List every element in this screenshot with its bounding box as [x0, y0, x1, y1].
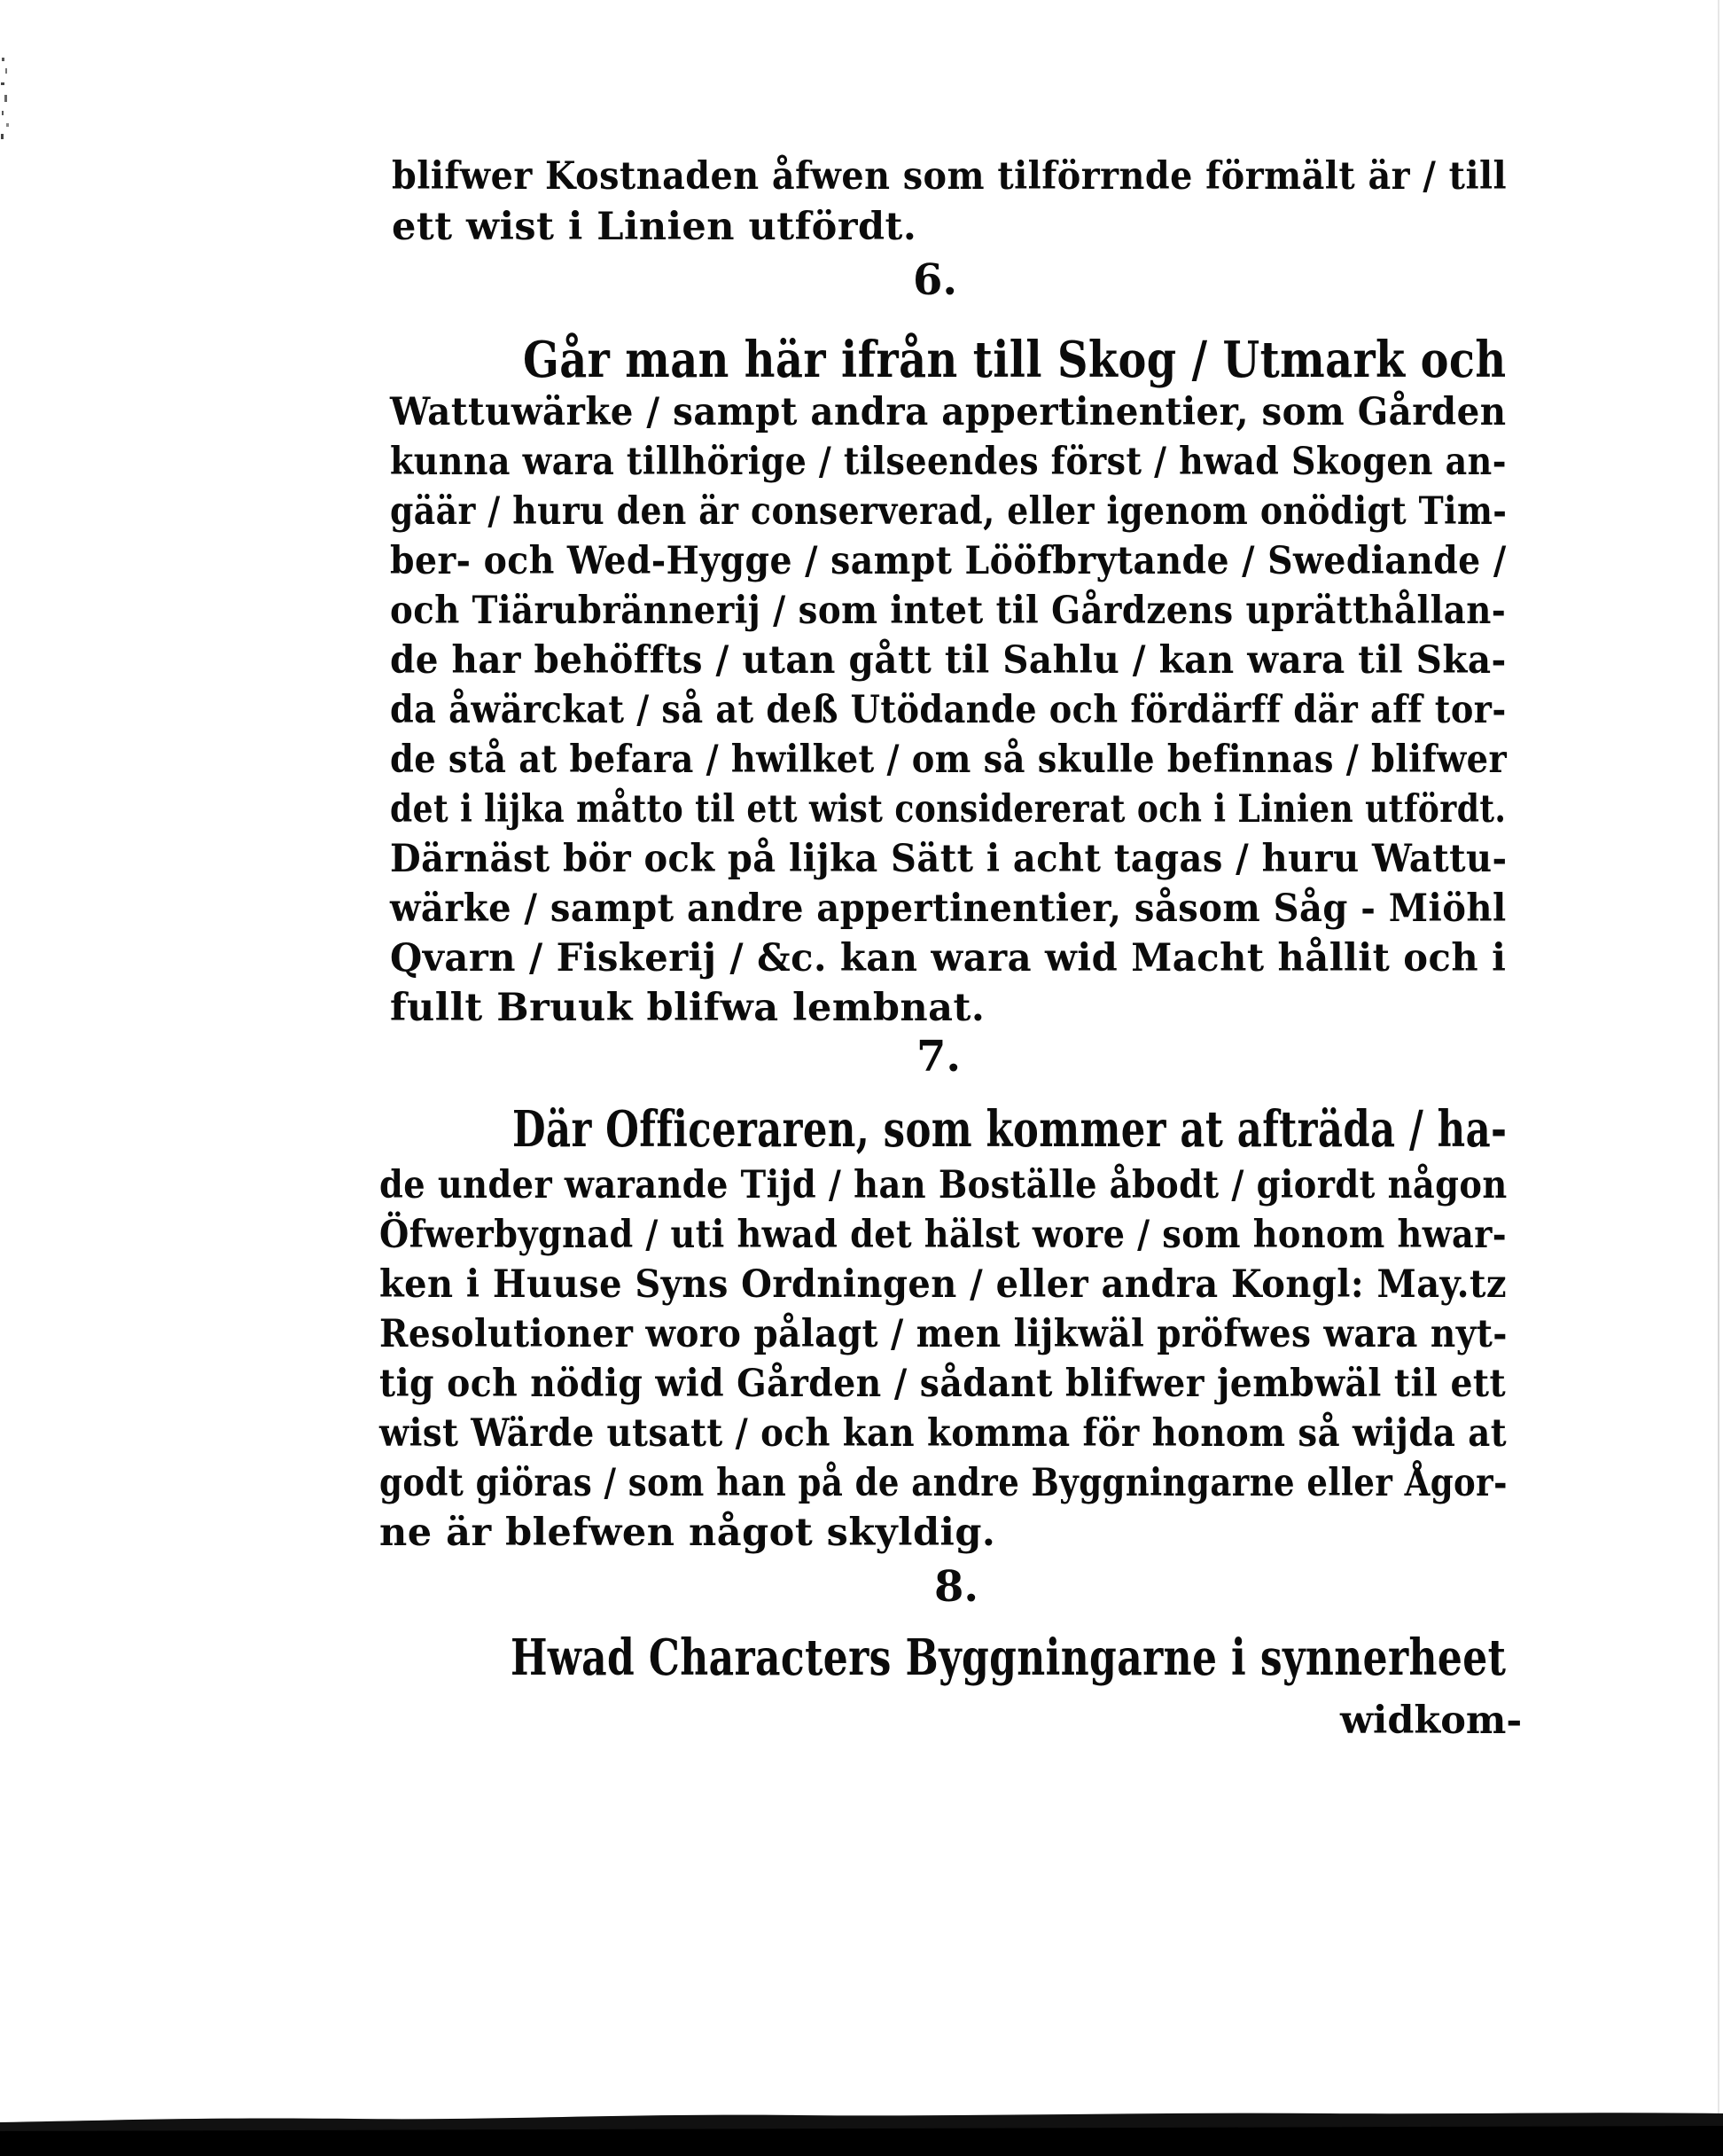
section-line: ber- och Wed-Hygge / sampt Lööfbrytande / Swediande / — [390, 539, 1507, 583]
section-line: Wattuwärke / sampt andra appertinentier, som Gården — [390, 390, 1507, 434]
section-line: Där Officeraren, som kommer at afträda / ha- — [512, 1100, 1508, 1159]
section-number: 7. — [916, 1032, 962, 1082]
page-right-edge — [1718, 0, 1719, 2156]
section-line: Öfwerbygnad / uti hwad det hälst wore / som honom hwar- — [379, 1213, 1508, 1257]
section-line: det i lijka måtto til ett wist considererat och i Linien utfördt. — [390, 787, 1507, 832]
section-line: fullt Bruuk blifwa lembnat. — [390, 986, 986, 1030]
section-line: ne är blefwen något skyldig. — [379, 1511, 996, 1555]
section-line: de under warande Tijd / han Boställe åbodt / giordt någon — [379, 1163, 1508, 1207]
section-line: wärke / sampt andre appertinentier, såsom Såg - Miöhl — [390, 887, 1507, 931]
section-line: da åwärckat / så at deß Utödande och fördärff där aff tor- — [390, 688, 1507, 732]
section-line: wist Wärde utsatt / och kan komma för honom så wijda at — [379, 1411, 1508, 1456]
section-line: ken i Huuse Syns Ordningen / eller andra Kongl: May.tz — [379, 1262, 1508, 1307]
section-line: de stå at befara / hwilket / om så skulle befinnas / blifwer — [390, 738, 1508, 782]
section-line: Därnäst bör ock på lijka Sätt i acht tagas / huru Wattu- — [390, 837, 1508, 881]
section-line: godt giöras / som han på de andre Byggningarne eller Ågor- — [379, 1461, 1508, 1505]
section-line: och Tiärubrännerij / som intet til Gårdzens uprätthållan- — [390, 589, 1507, 633]
section-number: 6. — [913, 255, 958, 305]
catchword: widkom- — [1340, 1699, 1523, 1743]
section-line: kunna wara tillhörige / tilseendes först / hwad Skogen an- — [390, 440, 1507, 484]
intro-line: ett wist i Linien utfördt. — [392, 205, 917, 249]
section-line: Hwad Characters Byggningarne i synnerheet — [511, 1629, 1507, 1687]
section-line: Qvarn / Fiskerij / &c. kan wara wid Macht hållit och i — [390, 936, 1507, 980]
page-bottom-edge — [0, 2058, 1723, 2156]
section-line: gäär / huru den är conserverad, eller igenom onödigt Tim- — [390, 489, 1508, 534]
section-line: Går man här ifrån till Skog / Utmark och — [523, 331, 1507, 389]
binding-specks — [0, 49, 12, 146]
section-line: Resolutioner woro pålagt / men lijkwäl pröfwes wara nyt- — [379, 1312, 1508, 1356]
section-number: 8. — [934, 1562, 979, 1612]
section-line: tig och nödig wid Gården / sådant blifwer jembwäl til ett — [379, 1362, 1507, 1406]
section-line: de har behöffts / utan gått til Sahlu / kan wara til Ska- — [390, 638, 1507, 683]
intro-line: blifwer Kostnaden åfwen som tilförrnde förmält är / till — [392, 154, 1508, 199]
